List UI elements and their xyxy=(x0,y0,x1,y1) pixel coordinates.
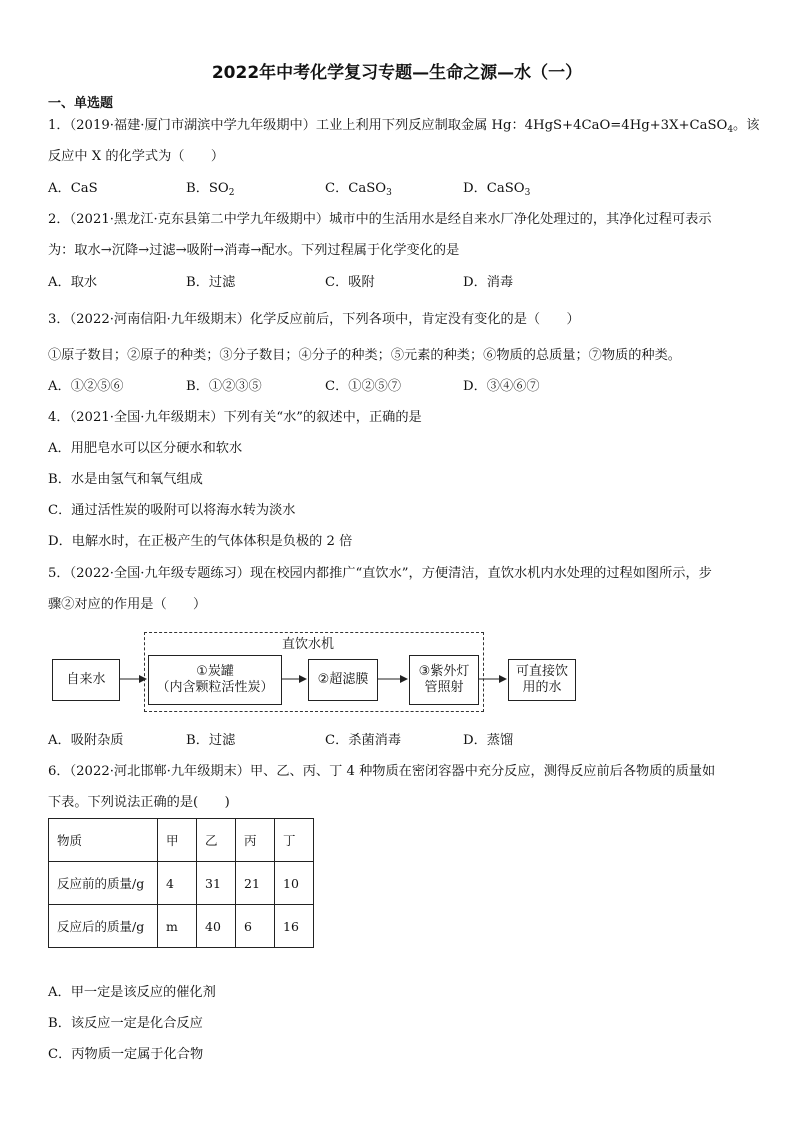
q2-option-c[interactable]: C．吸附 xyxy=(325,275,375,290)
page-title: 2022年中考化学复习专题—生命之源—水（一） xyxy=(211,63,583,83)
table-header-cell: 丁 xyxy=(275,819,314,862)
output-line1: 可直接饮 xyxy=(515,664,568,679)
dispenser-group-label: 直饮水机 xyxy=(280,633,336,652)
step1-line2: （内含颗粒活性炭） xyxy=(156,680,274,695)
table-cell: 6 xyxy=(236,905,275,948)
mass-table xyxy=(48,818,314,948)
table-row xyxy=(49,862,314,905)
q4-option-c[interactable]: C．通过活性炭的吸附可以将海水转为淡水 xyxy=(48,503,296,518)
q4-option-d[interactable]: D．电解水时，在正极产生的气体体积是负极的 2 倍 xyxy=(48,534,353,549)
q3-option-b[interactable]: B．①②③⑤ xyxy=(186,379,262,394)
table-cell: 反应后的质量/g xyxy=(49,905,158,948)
q1-option-c-sub: 3 xyxy=(386,188,392,198)
table-header-cell: 丙 xyxy=(236,819,275,862)
water-process-diagram xyxy=(48,630,588,712)
q1-option-c[interactable] xyxy=(325,181,392,201)
q6-option-a[interactable]: A．甲一定是该反应的催化剂 xyxy=(48,985,216,1000)
table-cell: 21 xyxy=(236,862,275,905)
q3-option-a[interactable]: A．①②⑤⑥ xyxy=(48,379,124,394)
output-line2: 用的水 xyxy=(522,680,562,695)
q5-option-b[interactable]: B．过滤 xyxy=(186,733,236,748)
step3-line2: 管照射 xyxy=(424,680,464,695)
table-cell: 16 xyxy=(275,905,314,948)
question-1-stem xyxy=(48,118,759,138)
q1-option-d-sub: 3 xyxy=(524,188,531,198)
q1-option-c-text: C．CaSO xyxy=(325,181,387,196)
question-5-stem-2: 骤②对应的作用是（ ） xyxy=(48,597,207,612)
table-cell: 10 xyxy=(275,862,314,905)
q1-text-c: 。该 xyxy=(733,118,760,133)
table-row xyxy=(49,905,314,948)
q6-option-b[interactable]: B．该反应一定是化合反应 xyxy=(48,1016,203,1031)
q1-subscript: 4 xyxy=(727,125,734,135)
q1-text-a: 1．（2019·福建·厦门市湖滨中学九年级期中）工业上利用下列反应制取金属 Hg：4HgS+4CaO=4Hg+3X+CaSO xyxy=(48,118,728,133)
question-5-stem: 5．（2022·全国·九年级专题练习）现在校园内都推广“直饮水”，方便清洁，直饮水机内水处理的过程如图所示，步 xyxy=(48,566,712,581)
table-cell: 4 xyxy=(158,862,197,905)
q5-option-d[interactable]: D．蒸馏 xyxy=(463,733,514,748)
question-6-stem-2: 下表。下列说法正确的是( ) xyxy=(48,795,230,810)
table-header-cell: 物质 xyxy=(49,819,158,862)
question-2-stem: 2．（2021·黑龙江·克东县第二中学九年级期中）城市中的生活用水是经自来水厂净化处理过的，其净化过程可表示 xyxy=(48,212,712,227)
question-1-stem-2: 反应中 X 的化学式为（ ） xyxy=(48,149,225,164)
question-6-stem: 6．（2022·河北邯郸·九年级期末）甲、乙、丙、丁 4 种物质在密闭容器中充分反应，测得反应前后各物质的质量如 xyxy=(48,764,716,779)
q1-option-d-text: D．CaSO xyxy=(463,181,525,196)
table-header-cell: 乙 xyxy=(197,819,236,862)
process-arrows xyxy=(48,630,588,712)
question-3-stem: 3．（2022·河南信阳·九年级期末）化学反应前后，下列各项中，肯定没有变化的是（ ） xyxy=(48,312,580,327)
step2-ultrafiltration-box: ②超滤膜 xyxy=(308,659,378,701)
step1-line1: ①炭罐 xyxy=(196,664,234,679)
q3-option-c[interactable]: C．①②⑤⑦ xyxy=(325,379,402,394)
q1-option-a[interactable]: A．CaS xyxy=(48,181,98,196)
table-header-cell: 甲 xyxy=(158,819,197,862)
q1-option-d[interactable] xyxy=(463,181,530,201)
table-cell: 31 xyxy=(197,862,236,905)
question-4-stem: 4．（2021·全国·九年级期末）下列有关“水”的叙述中，正确的是 xyxy=(48,410,422,425)
q3-option-d[interactable]: D．③④⑥⑦ xyxy=(463,379,540,394)
tap-water-box: 自来水 xyxy=(52,659,120,701)
q2-option-b[interactable]: B．过滤 xyxy=(186,275,236,290)
table-cell: 反应前的质量/g xyxy=(49,862,158,905)
q4-option-b[interactable]: B．水是由氢气和氧气组成 xyxy=(48,472,203,487)
question-3-items: ①原子数目；②原子的种类；③分子数目；④分子的种类；⑤元素的种类；⑥物质的总质量；⑦物质的种类。 xyxy=(48,348,681,363)
q1-option-b-text: B．SO xyxy=(186,181,229,196)
table-header-row xyxy=(49,819,314,862)
step3-line1: ③紫外灯 xyxy=(418,664,470,679)
question-2-stem-2: 为：取水→沉降→过滤→吸附→消毒→配水。下列过程属于化学变化的是 xyxy=(48,243,460,258)
table-cell: m xyxy=(158,905,197,948)
q4-option-a[interactable]: A．用肥皂水可以区分硬水和软水 xyxy=(48,441,243,456)
q2-option-d[interactable]: D．消毒 xyxy=(463,275,514,290)
q6-option-c[interactable]: C．丙物质一定属于化合物 xyxy=(48,1047,204,1062)
q1-option-b-sub: 2 xyxy=(228,188,235,198)
table-cell: 40 xyxy=(197,905,236,948)
q5-option-c[interactable]: C．杀菌消毒 xyxy=(325,733,402,748)
section-heading: 一、单选题 xyxy=(48,96,114,111)
q1-option-b[interactable] xyxy=(186,181,234,201)
q2-option-a[interactable]: A．取水 xyxy=(48,275,98,290)
q5-option-a[interactable]: A．吸附杂质 xyxy=(48,733,124,748)
